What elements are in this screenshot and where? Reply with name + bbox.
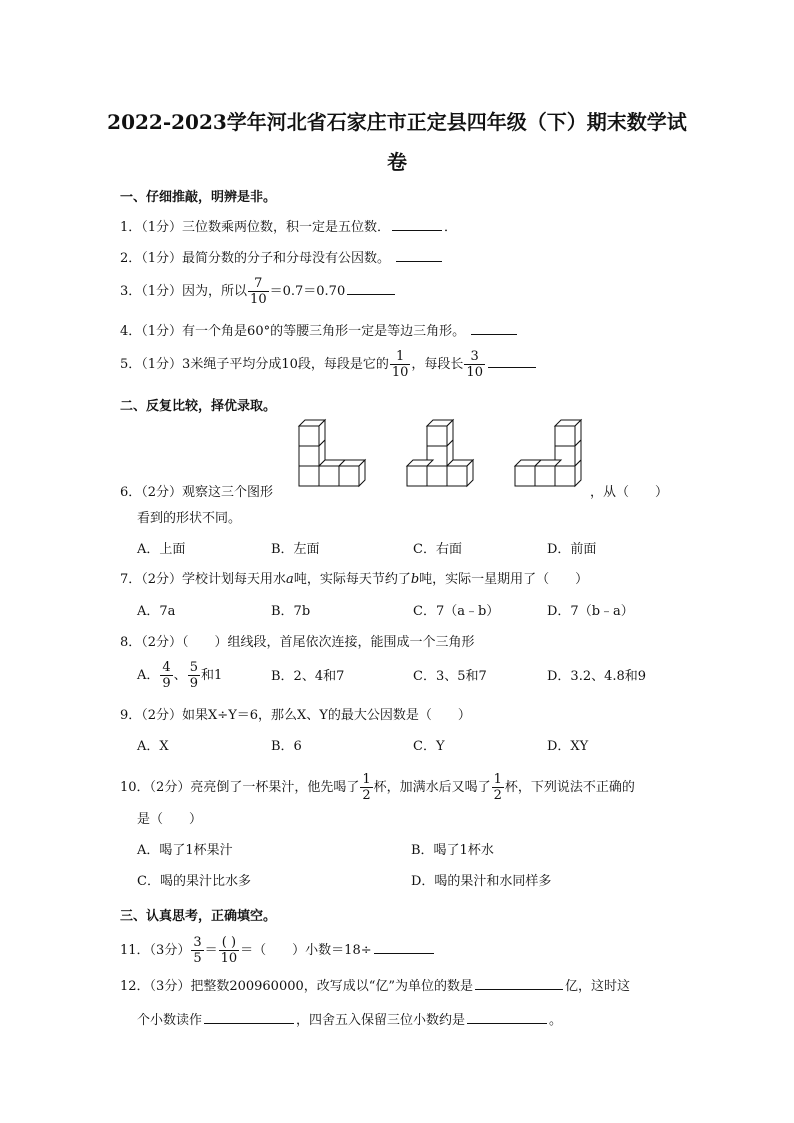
question-12-line2c: 。	[549, 1013, 563, 1028]
separator: 、	[173, 668, 187, 683]
cube-figure-3-shapes	[515, 420, 581, 486]
answer-blank[interactable]	[467, 1011, 547, 1024]
cube-figure-1-shapes	[299, 420, 365, 486]
equals-sign: ＝	[204, 943, 218, 958]
question-8: 8．（2分）（ ）组线段，首尾依次连接，能围成一个三角形	[120, 635, 475, 650]
question-5	[120, 349, 538, 380]
fraction: $\frac{4}{9}$	[162, 660, 171, 691]
question-2-text: 2．（1分）最简分数的分子和分母没有公因数。	[120, 251, 391, 266]
question-6-line2: 看到的形状不同。	[137, 511, 242, 526]
answer-blank[interactable]	[488, 355, 536, 368]
answer-blank[interactable]	[396, 249, 442, 262]
q8-option-a[interactable]	[137, 660, 222, 691]
section-heading-1: 一、仔细推敲，明辨是非。	[120, 190, 277, 205]
q8-option-b[interactable]: B．2、4和7	[271, 669, 345, 684]
q6-option-a[interactable]: A．上面	[137, 542, 186, 557]
answer-blank[interactable]	[392, 218, 442, 231]
question-10-text: 10．（2分）亮亮倒了一杯果汁，他先喝了	[120, 780, 360, 795]
question-12-line2b: ，四舍五入保留三位小数约是	[296, 1013, 466, 1028]
question-6-text: 6．（2分）观察这三个图形	[120, 485, 274, 500]
cube-figure-1	[294, 418, 374, 496]
variable-a: a	[286, 572, 294, 587]
q8-option-d[interactable]: D．3.2、4.8和9	[547, 669, 647, 684]
q9-option-a[interactable]: A．X	[137, 739, 169, 754]
section-heading-2: 二、反复比较，择优录取。	[120, 399, 277, 414]
question-7-tail: 吨，实际一星期用了（ ）	[419, 572, 589, 587]
q9-option-c[interactable]: C．Y	[413, 739, 445, 754]
section-heading-3: 三、认真思考，正确填空。	[120, 909, 277, 924]
fraction: $\frac{1}{2}$	[362, 772, 371, 803]
question-12-line2	[137, 1011, 562, 1030]
option-prefix: A．	[137, 668, 160, 683]
q7-option-d[interactable]: D．7（b﹣a）	[547, 604, 634, 619]
fraction: $\frac{1}{2}$	[493, 772, 502, 803]
q10-option-c[interactable]: C．喝的果汁比水多	[137, 874, 251, 889]
answer-blank[interactable]	[471, 322, 517, 335]
question-1	[120, 218, 457, 237]
question-12	[120, 977, 630, 996]
option-tail: 和1	[200, 668, 223, 683]
question-12-line2a: 个小数读作	[137, 1013, 203, 1028]
question-1-tail: ．	[444, 220, 458, 235]
question-7	[120, 571, 588, 589]
cube-figure-2-shapes	[407, 420, 473, 486]
question-10-tail: 杯，下列说法不正确的	[504, 780, 635, 795]
question-10-line2: 是（ ）	[137, 812, 203, 827]
q6-option-c[interactable]: C．右面	[413, 542, 462, 557]
question-4	[120, 322, 519, 341]
variable-b: b	[410, 572, 420, 587]
question-12-text: 12．（3分）把整数200960000，改写成以“亿”为单位的数是	[120, 979, 474, 994]
fraction: $\frac{( )}{10}$	[220, 935, 238, 966]
question-11-tail: ＝（ ）小数＝18÷	[240, 943, 372, 958]
answer-blank[interactable]	[374, 941, 434, 954]
question-3	[120, 276, 397, 307]
fraction: $\frac{3}{10}$	[466, 349, 483, 380]
q6-option-d[interactable]: D．前面	[547, 542, 597, 557]
question-12-mid: 亿，这时这	[565, 979, 631, 994]
question-6-tail: ，从（ ）	[590, 485, 669, 500]
q8-option-c[interactable]: C．3、5和7	[413, 669, 487, 684]
q6-option-b[interactable]: B．左面	[271, 542, 320, 557]
question-9: 9．（2分）如果X÷Y＝6，那么X、Y的最大公因数是（ ）	[120, 708, 471, 723]
question-7-text: 7．（2分）学校计划每天用水	[120, 572, 287, 587]
question-1-text: 1．（1分）三位数乘两位数，积一定是五位数．	[120, 220, 391, 235]
fraction: $\frac{7}{10}$	[250, 276, 267, 307]
q10-option-a[interactable]: A．喝了1杯果汁	[137, 843, 233, 858]
question-6	[120, 484, 273, 502]
answer-blank[interactable]	[347, 282, 395, 295]
answer-blank[interactable]	[204, 1011, 294, 1024]
q10-option-d[interactable]: D．喝的果汁和水同样多	[411, 874, 552, 889]
q9-option-d[interactable]: D．XY	[547, 739, 589, 754]
question-3-rest: ＝0.7＝0.70	[269, 284, 346, 299]
question-4-text: 4．（1分）有一个角是60°的等腰三角形一定是等边三角形。	[120, 324, 466, 339]
question-10-mid: 杯，加满水后又喝了	[373, 780, 491, 795]
question-11	[120, 935, 436, 966]
question-7-mid: 吨，实际每天节约了	[293, 572, 411, 587]
fraction: $\frac{5}{9}$	[189, 660, 198, 691]
fraction: $\frac{3}{5}$	[193, 935, 202, 966]
q7-option-c[interactable]: C．7（a﹣b）	[413, 604, 500, 619]
cube-figure-2	[402, 418, 482, 496]
answer-blank[interactable]	[475, 977, 563, 990]
question-11-text: 11．（3分）	[120, 943, 191, 958]
page-title-line2: 卷	[387, 150, 407, 174]
cube-figure-3	[510, 418, 590, 496]
page-title-line1: 2022-2023学年河北省石家庄市正定县四年级（下）期末数学试	[107, 110, 687, 134]
question-3-text: 3．（1分）因为，所以	[120, 284, 248, 299]
q7-option-a[interactable]: A．7a	[137, 604, 176, 619]
fraction: $\frac{1}{10}$	[391, 349, 409, 380]
q7-option-b[interactable]: B．7b	[271, 604, 311, 619]
question-10	[120, 772, 635, 803]
q9-option-b[interactable]: B．6	[271, 739, 302, 754]
q10-option-b[interactable]: B．喝了1杯水	[411, 843, 494, 858]
question-5-mid: ，每段长	[411, 357, 464, 372]
question-5-text: 5．（1分）3米绳子平均分成10段，每段是它的	[120, 357, 389, 372]
question-2	[120, 249, 444, 268]
